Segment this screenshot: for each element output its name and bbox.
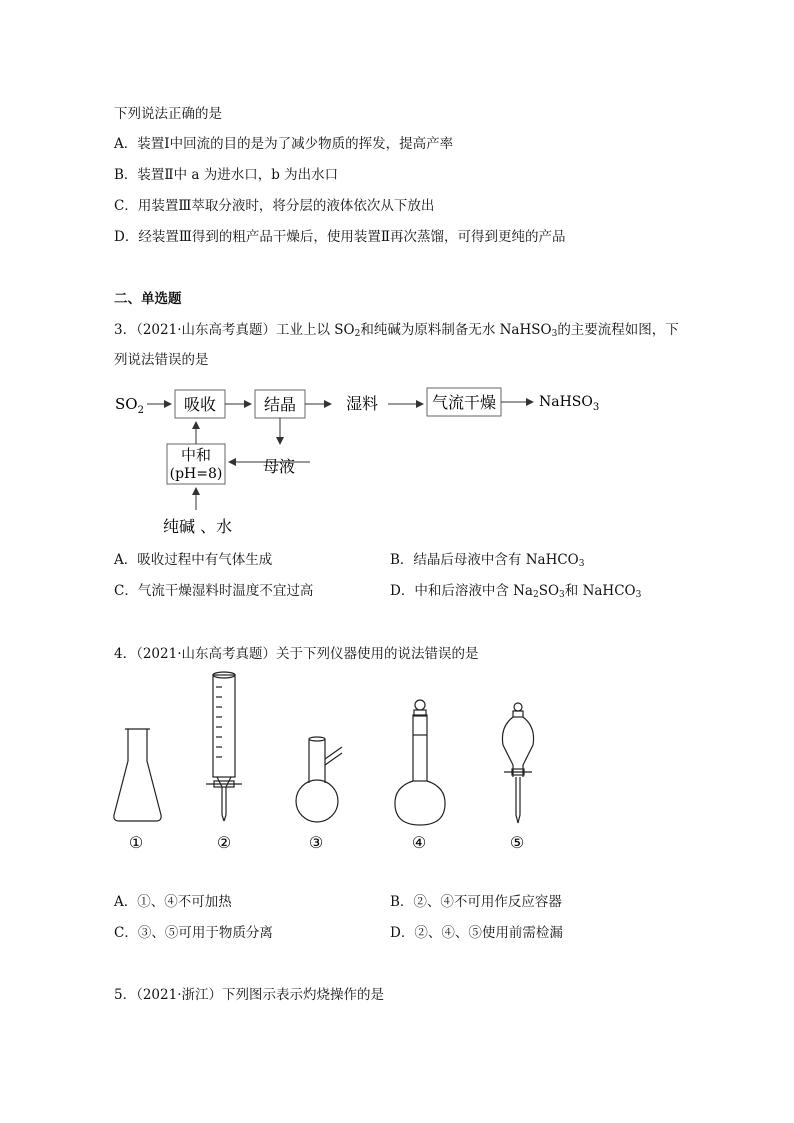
flow-crystal: 结晶	[263, 395, 297, 414]
apparatus-label-1: ①	[128, 833, 144, 852]
q3-stem-b: 和纯碱为原料制备无水 NaHSO	[360, 322, 552, 338]
flow-neutral-1: 中和	[180, 446, 212, 464]
q3-option-b	[390, 551, 584, 573]
flow-absorb: 吸收	[183, 395, 217, 414]
q3-stem-a: 3．（2021·山东高考真题）工业上以 SO	[114, 322, 355, 338]
q3-option-d	[390, 582, 641, 604]
q3-option-d-mid2: 和 NaHCO	[564, 583, 636, 599]
flow-dry: 气流干燥	[431, 393, 497, 412]
q3-stem-sub1: 2	[354, 329, 361, 339]
volumetric-flask-icon	[395, 700, 445, 825]
q2-stem: 下列说法正确的是	[114, 106, 222, 122]
q4-option-c: C．③、⑤可用于物质分离	[114, 925, 273, 941]
q3-stem-sub2: 3	[551, 329, 558, 339]
q3-option-a: A．吸收过程中有气体生成	[114, 552, 273, 568]
q4-option-d: D．②、④、⑤使用前需检漏	[390, 925, 563, 941]
q3-option-d-mid: SO	[538, 583, 560, 599]
flow-neutral-2: (pH=8)	[169, 466, 223, 482]
flow-so2: $SO_2$	[115, 395, 144, 416]
q3-stem-line1	[114, 321, 679, 343]
apparatus-label-5: ⑤	[509, 833, 525, 852]
burette-icon	[206, 672, 242, 821]
flow-reagents: 纯碱 、水	[163, 517, 233, 536]
apparatus-label-3: ③	[308, 833, 324, 852]
separatory-funnel-icon	[502, 703, 533, 823]
q3-option-d-sub3: 3	[635, 590, 642, 600]
q5-stem: 5．（2021·浙江）下列图示表示灼烧操作的是	[114, 987, 384, 1003]
apparatus-label-4: ④	[411, 833, 427, 852]
section-title: 二、单选题	[114, 291, 182, 307]
q4-option-b: B．②、④不可用作反应容器	[390, 894, 562, 910]
flow-product: NaHSO$_3$	[539, 394, 600, 413]
q3-option-d-text: D．中和后溶液中含 Na	[390, 583, 533, 599]
flow-wet: 湿料	[345, 394, 379, 413]
q3-flow-diagram	[105, 378, 645, 543]
q3-stem-line2: 列说法错误的是	[114, 352, 209, 368]
apparatus-label-2: ②	[216, 833, 232, 852]
q3-option-b-sub: 3	[578, 559, 585, 569]
q3-option-d-sub2: 3	[559, 590, 565, 600]
conical-flask-icon	[114, 729, 161, 821]
q2-option-a: A．装置Ⅰ中回流的目的是为了减少物质的挥发，提高产率	[114, 136, 454, 152]
q3-option-d-sub1: 2	[532, 590, 539, 600]
q3-option-c: C．气流干燥湿料时温度不宜过高	[114, 583, 314, 599]
q3-option-b-text: B．结晶后母液中含有 NaHCO	[390, 552, 579, 568]
q2-option-c: C．用装置Ⅲ萃取分液时，将分层的液体依次从下放出	[114, 198, 435, 214]
q4-stem: 4．（2021·山东高考真题）关于下列仪器使用的说法错误的是	[114, 646, 479, 662]
flow-mother: 母液	[263, 457, 296, 476]
q3-stem-c: 的主要流程如图，下	[557, 322, 679, 338]
distillation-flask-icon	[296, 737, 342, 822]
q4-apparatus-figure	[100, 665, 570, 860]
q4-option-a: A．①、④不可加热	[114, 894, 232, 910]
q2-option-d: D．经装置Ⅲ得到的粗产品干燥后，使用装置Ⅱ再次蒸馏，可得到更纯的产品	[114, 229, 566, 245]
q2-option-b: B．装置Ⅱ中 a 为进水口，b 为出水口	[114, 167, 339, 183]
